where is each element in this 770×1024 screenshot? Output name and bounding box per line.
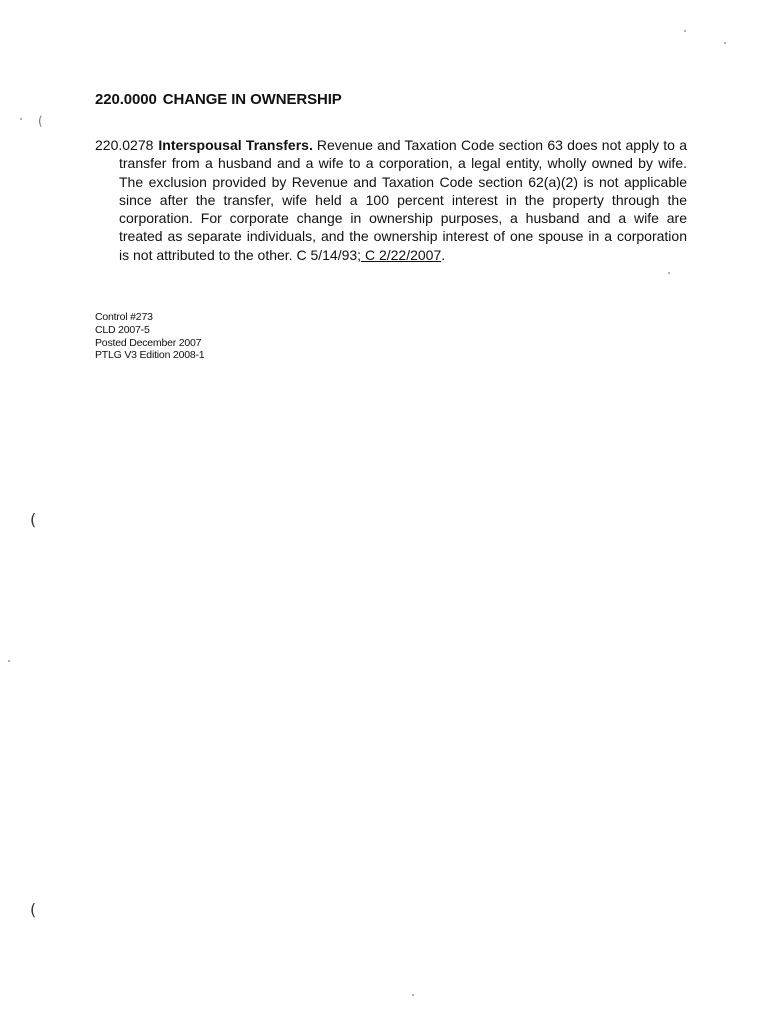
annotation-added-citation: ; C 2/22/2007 [357, 246, 442, 263]
annotation-number: 220.0278 [95, 137, 154, 153]
control-block [95, 311, 204, 362]
section-heading [95, 91, 342, 108]
scan-speck [20, 118, 22, 120]
annotation-body: Revenue and Taxation Code section 63 does not apply to a transfer from a husband and a wife to a corporation, a legal entity, wholly owned by wife. The exclusion provided by Revenue and Taxation Code section 62(a)(2) is not applicable since after the transfer, wife held a 100 percent interest in the property through the corporation. For corporate change in ownership purposes, a husband and a wife are treated as separate individuals, and the ownership interest of one spouse in a corporation is not attributed to the other. [119, 137, 687, 263]
cld-number: CLD 2007-5 [95, 323, 150, 336]
scan-speck [668, 272, 670, 274]
control-number: Control #273 [95, 311, 153, 323]
scan-speck [412, 994, 414, 996]
margin-mark-bottom: ( [30, 900, 37, 919]
margin-mark-middle: ( [30, 510, 37, 529]
annotation-end-period: . [441, 246, 446, 263]
edition-info: PTLG V3 Edition 2008-1 [95, 349, 205, 362]
annotation-paragraph [95, 136, 687, 264]
margin-mark-top: ( [38, 114, 43, 128]
annotation-citation: C 5/14/93 [296, 246, 358, 263]
annotation-title: Interspousal Transfers. [158, 137, 313, 153]
section-number: 220.0000 [95, 91, 157, 108]
section-title: CHANGE IN OWNERSHIP [162, 91, 342, 108]
posted-date: Posted December 2007 [95, 336, 202, 349]
scan-speck [724, 42, 726, 44]
scan-speck [684, 30, 686, 32]
scan-speck [8, 660, 10, 662]
